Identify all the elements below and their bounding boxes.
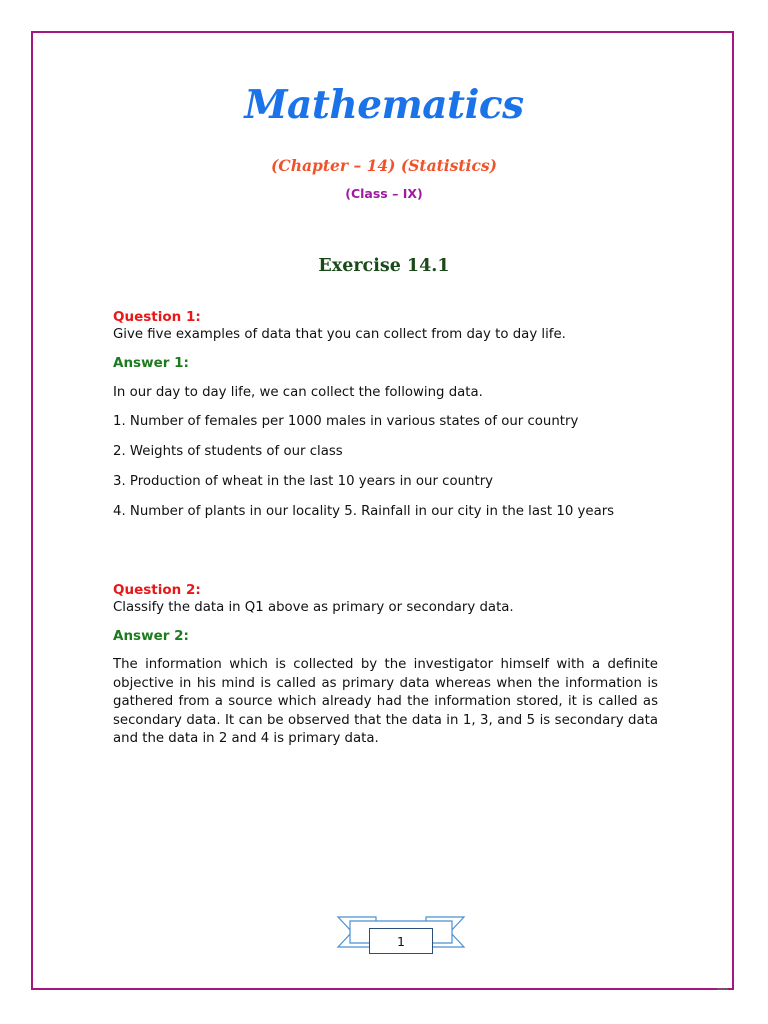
corner-watermark: ▪▪▪▪: [717, 986, 728, 991]
answer-1-item: 4. Number of plants in our locality 5. Rainfall in our city in the last 10 years: [113, 504, 615, 519]
question-1-label: Question 1:: [113, 309, 201, 325]
question-1-text: Give five examples of data that you can collect from day to day life.: [113, 327, 566, 342]
class-heading: (Class – IX): [345, 186, 423, 201]
question-2-label: Question 2:: [113, 582, 201, 598]
answer-1-item: 3. Production of wheat in the last 10 years in our country: [113, 474, 494, 489]
answer-1-item: 2. Weights of students of our class: [113, 444, 343, 459]
exercise-heading: Exercise 14.1: [318, 256, 450, 276]
page-number: 1: [369, 928, 433, 954]
answer-2-text: The information which is collected by the investigator himself with a definite objective in his mind is called as primary data whereas when the information is gathered from a source which already had the information stored, it is called as secondary data. It can be observed that the data in 1, 3, and 5 is secondary data and the data in 2 and 4 is primary data.: [113, 657, 658, 746]
chapter-heading: (Chapter – 14) (Statistics): [271, 156, 497, 175]
answer-2-label: Answer 2:: [113, 628, 189, 644]
answer-1-item: 1. Number of females per 1000 males in various states of our country: [113, 414, 579, 429]
answer-1-intro: In our day to day life, we can collect the following data.: [113, 385, 483, 400]
document-title: Mathematics: [244, 82, 524, 128]
question-2-text: Classify the data in Q1 above as primary or secondary data.: [113, 600, 514, 615]
answer-1-label: Answer 1:: [113, 355, 189, 371]
